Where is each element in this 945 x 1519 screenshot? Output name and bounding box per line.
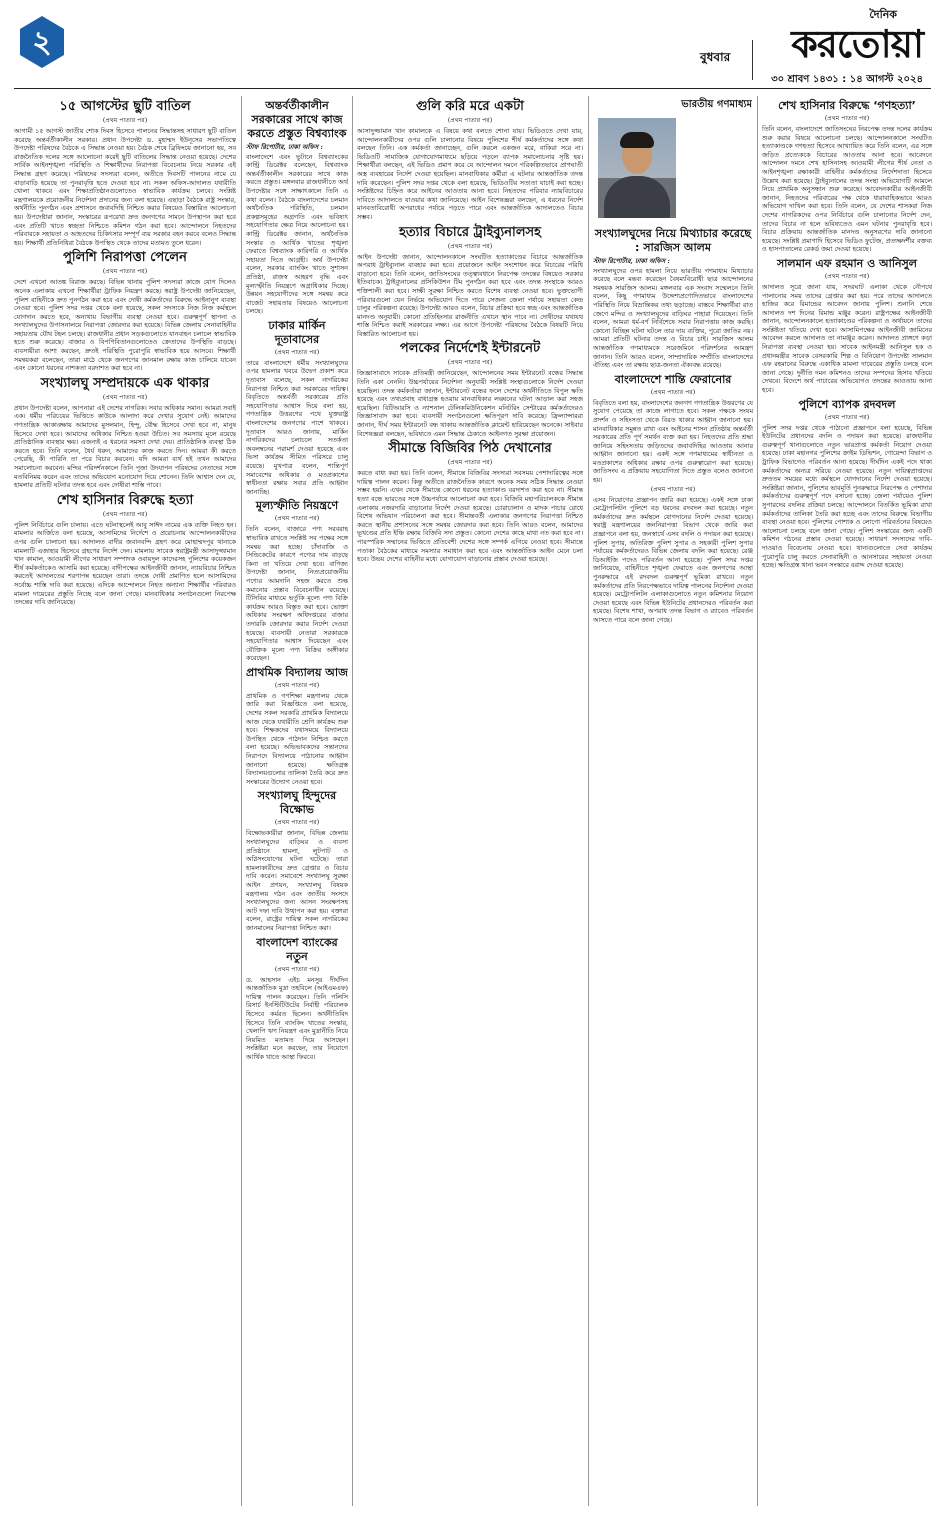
continuation-note: (প্রথম পাতার পর) (274, 965, 320, 973)
article-body: দেশে এখনো আতঙ্ক বিরাজ করছে। বিভিন্ন থানায় পুলিশ সদস্যরা কাজে যোগ দিলেও অনেক এলাকায় এখনো শিক্ষার্থীরা ট্রাফিক নিয়ন্ত্রণ করছে। স্বরাষ্ট্র উপদেষ্টা জানিয়েছেন, পুলিশ বাহিনীকে দ্রুত পুনর্গঠন করা হবে এবং দোষী কর্মকর্তাদের বিরুদ্ধে আইনানুগ ব্যবস্থা নেওয়া হবে। পুলিশ সদর দপ্তর থেকে বলা হয়েছে, সকল সদস্যকে নিজ নিজ কর্মস্থলে যোগদান করতে হবে, অন্যথায় বিভাগীয় ব্যবস্থা নেওয়া হবে। গুরুত্বপূর্ণ স্থাপনা ও সংখ্যালঘুদের উপাসনালয়ে নিরাপত্তা জোরদার করা হয়েছে। বিভিন্ন জেলায় সেনাবাহিনীর সহায়তায় যৌথ টহল চলছে। রাজধানীর প্রধান সড়কগুলোতে যানবাহন চলাচল স্বাভাবিক হতে শুরু করেছে। বাজার ও বিপণিবিতানগুলোতেও ক্রেতাদের উপস্থিতি বাড়ছে। ব্যবসায়ীরা আশা করছেন, দ্রুতই পরিস্থিতি পুরোপুরি স্বাভাবিক হয়ে আসবে। শিক্ষার্থী সমন্বয়করা বলেছেন, তারা মাঠে থেকে জনগণের জানমাল রক্ষায় কাজ চালিয়ে যাবেন এবং কোনো ধরনের নাশকতা বরদাশত করা হবে না। (14, 278, 236, 373)
article-body: তিনি বলেন, বাজারে পণ্য সরবরাহ স্বাভাবিক রাখতে সংশ্লিষ্ট সব পক্ষের সঙ্গে সমন্বয় করা হচ্ছে। চাঁদাবাজি ও সিন্ডিকেটের কারণে পণ্যের দাম বাড়ছে কিনা তা খতিয়ে দেখা হবে। বাণিজ্য উপদেষ্টা জানান, নিত্যপ্রয়োজনীয় পণ্যের আমদানি সহজ করতে শুল্ক কমানোর প্রস্তাব বিবেচনাধীন রয়েছে। টিসিবির মাধ্যমে ভর্তুকি মূল্যে পণ্য বিক্রি কার্যক্রম আরও বিস্তৃত করা হবে। ভোক্তা অধিকার সংরক্ষণ অধিদপ্তরের বাজার তদারকি জোরদার করার নির্দেশ দেওয়া হয়েছে। ব্যবসায়ী নেতারা সরকারকে সহযোগিতার আশ্বাস দিয়েছেন এবং যৌক্তিক মূল্যে পণ্য বিক্রির অঙ্গীকার করেছেন। (246, 525, 348, 663)
continuation-note: (প্রথম পাতার পর) (824, 272, 870, 280)
day-label: বুধবার (700, 50, 731, 64)
article-shot-dead (357, 99, 583, 222)
article-body: করতে বাধ্য করা হয়। তিনি বলেন, সীমান্তে বিজিবির সদস্যরা সবসময় পেশাদারিত্বের সঙ্গে দায়িত্ব পালন করেন। কিন্তু অতীতে রাজনৈতিক কারণে অনেক সময় সঠিক সিদ্ধান্ত নেওয়া সম্ভব হয়নি। এখন থেকে সীমান্তে কোনো ধরনের হত্যাকাণ্ড বরদাশত করা হবে না। সীমান্ত হত্যা বন্ধে ভারতের সঙ্গে উচ্চপর্যায়ে আলোচনা করা হবে। বিজিবি মহাপরিচালককে সীমান্ত এলাকায় নজরদারি বাড়ানোর নির্দেশ দেওয়া হয়েছে। চোরাচালান ও মাদক পাচার রোধে বিশেষ অভিযান পরিচালনা করা হবে। সীমান্তবর্তী এলাকার জনগণের নিরাপত্তা নিশ্চিত করতে স্থানীয় প্রশাসনের সঙ্গে সমন্বয় জোরদার করা হবে। তিনি আরও বলেন, আমাদের ভূখণ্ডের প্রতি ইঞ্চি রক্ষায় বিজিবি সদা প্রস্তুত। কোনো দেশের কাছে মাথা নত করা হবে না। পারস্পরিক সম্মানের ভিত্তিতে প্রতিবেশী দেশের সঙ্গে সম্পর্ক এগিয়ে নেওয়া হবে। সীমান্তে পতাকা বৈঠকের মাধ্যমে সমস্যার সমাধান করা হবে এবং আন্তর্জাতিক আইন মেনে চলা হবে। উভয় দেশের বাহিনীর মধ্যে যোগাযোগ বাড়ানোর প্রস্তাব দেওয়া হয়েছে। (357, 469, 583, 564)
continuation-note: (প্রথম পাতার পর) (824, 413, 870, 421)
article-internet (357, 341, 583, 438)
headline: সীমান্তে বিজিবির পিঠ দেখানোর (388, 441, 552, 457)
article-body: ড. আহসান এইচ মনসুর দীর্ঘদিন আন্তর্জাতিক মুদ্রা তহবিলে (আইএমএফ) দায়িত্ব পালন করেছেন। তিনি পলিসি রিসার্চ ইনস্টিটিউটের নির্বাহী পরিচালক হিসেবে কর্মরত ছিলেন। অর্থনীতিবিদ হিসেবে তিনি ব্যাংকিং খাতের সংস্কার, খেলাপি ঋণ নিয়ন্ত্রণ এবং মুদ্রানীতি নিয়ে নিয়মিত মতামত দিয়ে আসছেন। সংশ্লিষ্টরা মনে করছেন, তার নিয়োগে আর্থিক খাতে আস্থা ফিরবে। (246, 975, 348, 1061)
article-body: বিক্ষোভকারীরা জানান, বিভিন্ন জেলায় সংখ্যালঘুদের বাড়িঘর ও ব্যবসা প্রতিষ্ঠানে হামলা, লুটপাট ও অগ্নিসংযোগের ঘটনা ঘটেছে। তারা হামলাকারীদের দ্রুত গ্রেপ্তার ও বিচার দাবি করেন। সমাবেশে সংখ্যালঘু সুরক্ষা আইন প্রণয়ন, সংখ্যালঘু বিষয়ক মন্ত্রণালয় গঠন এবং জাতীয় সংসদে সংখ্যালঘুদের জন্য আসন সংরক্ষণসহ আট দফা দাবি উত্থাপন করা হয়। বক্তারা বলেন, রাষ্ট্রের দায়িত্ব সকল নাগরিকের জানমালের নিরাপত্তা নিশ্চিত করা। (246, 829, 348, 932)
column-4 (593, 224, 753, 1508)
page-number: ২ (32, 25, 52, 60)
continuation-note: (প্রথম পাতার পর) (447, 242, 493, 250)
masthead-small: দৈনিক (869, 8, 897, 21)
column-divider (352, 96, 353, 1506)
article-body: তারে বাংলাদেশে ধর্মীয় সংখ্যালঘুদের ওপর হামলার খবরে উদ্বেগ প্রকাশ করে দূতাবাস বলেছে, সকল নাগরিকের নিরাপত্তা নিশ্চিত করা সরকারের দায়িত্ব। বিবৃতিতে অন্তর্বর্তী সরকারের প্রতি সহযোগিতার আশ্বাস দিয়ে বলা হয়, গণতান্ত্রিক উত্তরণের পথে যুক্তরাষ্ট্র বাংলাদেশের জনগণের পাশে থাকবে। দূতাবাস আরও জানায়, মার্কিন নাগরিকদের চলাচলে সতর্কতা অবলম্বনের পরামর্শ দেওয়া হয়েছে এবং ভিসা কার্যক্রম সীমিত পরিসরে চালু রয়েছে। মুখপাত্র বলেন, শান্তিপূর্ণ সমাবেশের অধিকার ও মতপ্রকাশের স্বাধীনতা রক্ষায় সবার প্রতি আহ্বান জানাচ্ছি। (246, 358, 348, 496)
continuation-note: (প্রথম পাতার পর) (447, 117, 493, 124)
dateline: ৩০ শ্রাবণ ১৪৩১ : ১৪ আগস্ট ২০২৪ (771, 74, 923, 85)
continuation-note: (প্রথম পাতার পর) (274, 819, 320, 827)
continuation-note: (প্রথম পাতার পর) (447, 459, 493, 467)
continuation-note: (প্রথম পাতার পর) (102, 393, 148, 401)
headline: প্রাথমিক বিদ্যালয় আজ (246, 665, 348, 679)
headline: সালমান এফ রহমান ও আনিসুল (776, 256, 918, 270)
article-police-major (762, 398, 932, 570)
continuation-note: (প্রথম পাতার পর) (102, 510, 148, 518)
column-4-top (680, 96, 752, 220)
article-bangladesh-bank (246, 936, 348, 1062)
article-body: পুলিশ নির্বিচারে গুলি চালায়। এতে ঘটনাস্থলেই আবু সাঈদ নামের এক ব্যক্তি নিহত হন। মামলার আর্জিতে বলা হয়েছে, আসামিদের নির্দেশে ও প্ররোচনায় আন্দোলনকারীদের ওপর গুলি চালানো হয়। আদালত বাদীর জবানবন্দি গ্রহণ করে মোহাম্মদপুর থানাকে মামলাটি এজাহার হিসেবে গ্রহণের নির্দেশ দেন। মামলায় সাবেক স্বরাষ্ট্রমন্ত্রী আসাদুজ্জামান খান কামাল, আওয়ামী লীগের সাধারণ সম্পাদক ওবায়দুল কাদেরসহ পুলিশের কয়েকজন শীর্ষ কর্মকর্তাকেও আসামি করা হয়েছে। বাদীপক্ষের আইনজীবী জানান, ন্যায়বিচার নিশ্চিত করতেই আদালতের শরণাপন্ন হয়েছেন তারা। তদন্তে দোষী প্রমাণিত হলে আসামিদের সর্বোচ্চ শাস্তি দাবি করা হয়েছে। এদিকে আন্দোলনে নিহত অন্যান্য শিক্ষার্থীর পরিবারও মামলা দায়েরের প্রস্তুতি নিচ্ছে বলে জানা গেছে। মানবাধিকার সংগঠনগুলো নিরপেক্ষ তদন্তের দাবি জানিয়েছে। (14, 520, 236, 607)
continuation-note: (প্রথম পাতার পর) (650, 485, 696, 493)
headline: ১৫ আগস্টের ছুটি বাতিল (59, 99, 191, 114)
column-5 (762, 96, 932, 1508)
continuation-note: (প্রথম পাতার পর) (447, 359, 493, 367)
column-2 (246, 96, 348, 1508)
article-holiday (14, 99, 236, 247)
article-sarjis (593, 227, 753, 370)
column-1 (14, 96, 236, 1508)
article-body: পুলিশ সদর দপ্তর থেকে পাঠানো প্রজ্ঞাপনে বলা হয়েছে, বিভিন্ন ইউনিটের প্রধানদের বদলি ও পদায়ন করা হয়েছে। রাজধানীর গুরুত্বপূর্ণ থানাগুলোতে নতুন ভারপ্রাপ্ত কর্মকর্তা নিয়োগ দেওয়া হয়েছে। ঢাকা মহানগর পুলিশের ক্রাইম ডিভিশন, গোয়েন্দা বিভাগ ও ট্রাফিক বিভাগেও পরিবর্তন আনা হয়েছে। দীর্ঘদিন একই পদে থাকা কর্মকর্তাদের অন্যত্র সরিয়ে নেওয়া হয়েছে। নতুন দায়িত্বপ্রাপ্তদের দ্রুততম সময়ের মধ্যে কর্মস্থলে যোগদানের নির্দেশ দেওয়া হয়েছে। সংশ্লিষ্টরা জানান, পুলিশের ভাবমূর্তি পুনরুদ্ধারে নিরপেক্ষ ও পেশাদার কর্মকর্তাদের গুরুত্বপূর্ণ পদে বসানো হচ্ছে। জেলা পর্যায়েও পুলিশ সুপারদের বদলির প্রক্রিয়া চলছে। আন্দোলনে বিতর্কিত ভূমিকা রাখা কর্মকর্তাদের তালিকা তৈরি করা হচ্ছে এবং তাদের বিরুদ্ধে বিভাগীয় ব্যবস্থা নেওয়া হবে। পুলিশের পোশাক ও লোগো পরিবর্তনের বিষয়েও আলোচনা চলছে বলে জানা গেছে। পুলিশ সংস্কারের জন্য একটি কমিশন গঠনের প্রস্তাব দেওয়া হয়েছে। সাধারণ সদস্যদের দাবি-দাওয়াও বিবেচনায় নেওয়া হবে। থানাগুলোতে সেবা কার্যক্রম পুরোপুরি চালু করতে সেনাবাহিনী ও আনসারের সহায়তা নেওয়া হচ্ছে। ক্ষতিগ্রস্ত থানা ভবন সংস্কারে বরাদ্দ দেওয়া হয়েছে। (762, 423, 932, 570)
article-body: জিজ্ঞাসাবাদে সাবেক প্রতিমন্ত্রী জানিয়েছেন, আন্দোলনের সময় ইন্টারনেট বন্ধের সিদ্ধান্ত তিনি একা নেননি। উচ্চপর্যায়ের নির্দেশনা অনুযায়ী সংশ্লিষ্ট সংস্থাগুলোকে নির্দেশ দেওয়া হয়েছিল। তদন্ত কর্মকর্তারা জানান, ইন্টারনেট বন্ধের ফলে দেশের অর্থনীতিতে বিপুল ক্ষতি হয়েছে এবং তথ্যপ্রবাহ বাধাগ্রস্ত হওয়ায় মানবাধিকার লঙ্ঘনের ঘটনা আড়াল করা সহজ হয়েছিল। বিটিআরসি ও ন্যাশনাল টেলিকমিউনিকেশন মনিটরিং সেন্টারের কর্মকর্তাদেরও জিজ্ঞাসাবাদ করা হবে। ব্যবসায়ী সংগঠনগুলো ক্ষতিপূরণ দাবি করেছে। ফ্রিল্যান্সাররা জানান, দীর্ঘ সময় ইন্টারনেট বন্ধ থাকায় আন্তর্জাতিক ক্লায়েন্ট হারিয়েছেন অনেকে। সাইবার বিশেষজ্ঞরা বলছেন, ভবিষ্যতে এমন সিদ্ধান্ত ঠেকাতে আইনগত সুরক্ষা প্রয়োজন। (357, 369, 583, 438)
column-divider (588, 96, 589, 1506)
article-salman (762, 257, 932, 395)
headline: পলকের নির্দেশেই ইন্টারনেট (399, 341, 541, 357)
article-body: প্রাথমিক ও গণশিক্ষা মন্ত্রণালয় থেকে জারি করা বিজ্ঞপ্তিতে বলা হয়েছে, দেশের সকল সরকারি প্রাথমিক বিদ্যালয়ে আজ থেকে যথারীতি শ্রেণি কার্যক্রম শুরু হবে। শিক্ষকদের যথাসময়ে বিদ্যালয়ে উপস্থিত থেকে পাঠদান নিশ্চিত করতে বলা হয়েছে। অভিভাবকদের সন্তানদের নিরাপদে বিদ্যালয়ে পাঠানোর আহ্বান জানানো হয়েছে। ক্ষতিগ্রস্ত বিদ্যালয়গুলোর তালিকা তৈরি করে দ্রুত সংস্কারের উদ্যোগ নেওয়া হবে। (246, 691, 348, 786)
headline: সংখ্যালঘু সম্প্রদায়কে এক থাকার (40, 375, 210, 391)
headline: অন্তর্বর্তীকালীন সরকারের সাথে কাজ করতে প্রস্তুত বিশ্বব্যাংক (247, 99, 347, 140)
continuation-note: (প্রথম পাতার পর) (650, 388, 696, 396)
column-divider (241, 96, 242, 1506)
continuation-note: (প্রথম পাতার পর) (274, 348, 320, 356)
headline: ঢাকার মার্কিন দূতাবাসের (268, 318, 326, 346)
article-us-embassy (246, 319, 348, 497)
article-sheikh-murder (14, 493, 236, 607)
article-body: আসাদুজ্জামান খান কামালকে এ বিষয়ে কথা বলতে শোনা যায়। ভিডিওতে দেখা যায়, আন্দোলনকারীদের ওপর গুলি চালানোর বিষয়ে পুলিশের শীর্ষ কর্মকর্তাদের সঙ্গে কথা বলছেন তিনি। এক কর্মকর্তা জানাচ্ছেন, গুলি করলে একজন মরে, বাকিরা সরে না। ভিডিওটি সামাজিক যোগাযোগমাধ্যমে ছড়িয়ে পড়লে ব্যাপক সমালোচনার সৃষ্টি হয়। শিক্ষার্থীরা বলছেন, এই ভিডিও প্রমাণ করে যে আন্দোলন দমনে পরিকল্পিতভাবে প্রাণঘাতী অস্ত্র ব্যবহারের নির্দেশ দেওয়া হয়েছিল। মানবাধিকার কর্মীরা এ ঘটনার আন্তর্জাতিক তদন্ত দাবি করেছেন। পুলিশ সদর দপ্তর থেকে বলা হয়েছে, ভিডিওটির সত্যতা যাচাই করা হচ্ছে। সংশ্লিষ্টদের চিহ্নিত করে আইনের আওতায় আনা হবে। নিহতদের পরিবার ন্যায়বিচারের দাবিতে আদালতে যাওয়ার কথা জানিয়েছে। আইন বিশেষজ্ঞরা বলছেন, এ ধরনের নির্দেশ মানবতাবিরোধী অপরাধের পর্যায়ে পড়তে পারে এবং আন্তর্জাতিক আদালতেও বিচার সম্ভব। (357, 127, 583, 221)
headline: শেখ হাসিনার বিরুদ্ধে হত্যা (56, 492, 194, 508)
continuation-note: (প্রথম পাতার পর) (102, 117, 148, 124)
article-body: বাংলাদেশে এবং ভুটানে বিশ্বব্যাংকের কান্ট্রি ডিরেক্টর বলেছেন, বিশ্বব্যাংক অন্তর্বর্তীকালীন সরকারের সাথে কাজ করতে প্রস্তুত। মঙ্গলবার রাজধানীতে অর্থ উপদেষ্টার সঙ্গে সাক্ষাৎকালে তিনি এ কথা বলেন। বৈঠকে বাংলাদেশের চলমান অর্থনৈতিক পরিস্থিতি, চলমান প্রকল্পসমূহের অগ্রগতি এবং ভবিষ্যৎ সহযোগিতার ক্ষেত্র নিয়ে আলোচনা হয়। কান্ট্রি ডিরেক্টর জানান, অর্থনৈতিক সংস্কার ও আর্থিক খাতের শৃঙ্খলা ফেরাতে বিশ্বব্যাংক কারিগরি ও আর্থিক সহায়তা দিতে আগ্রহী। অর্থ উপদেষ্টা বলেন, সরকার ব্যাংকিং খাতে সুশাসন প্রতিষ্ঠা, রাজস্ব আহরণ বৃদ্ধি এবং মূল্যস্ফীতি নিয়ন্ত্রণে অগ্রাধিকার দিচ্ছে। উন্নয়ন সহযোগীদের সঙ্গে সমন্বয় করে বাজেট সহায়তার বিষয়েও আলোচনা চলছে। (246, 152, 348, 316)
article-body: সংখ্যালঘুদের ওপর হামলা নিয়ে ভারতীয় গণমাধ্যম মিথ্যাচার করেছে বলে মন্তব্য করেছেন বৈষম্যবিরোধী ছাত্র আন্দোলনের সমন্বয়ক সারজিস আলম। মঙ্গলবার এক সংবাদ সম্মেলনে তিনি বলেন, কিছু গণমাধ্যম উদ্দেশ্যপ্রণোদিতভাবে বাংলাদেশের পরিস্থিতি নিয়ে বিভ্রান্তিকর তথ্য ছড়াচ্ছে। বাস্তবে শিক্ষার্থীরা রাত জেগে মন্দির ও সংখ্যালঘুদের বাড়িঘর পাহারা দিয়েছেন। তিনি বলেন, আমরা ধর্ম-বর্ণ নির্বিশেষে সবার নিরাপত্তায় কাজ করছি। কোনো বিচ্ছিন্ন ঘটনা ঘটলে তার দায় ব্যক্তির, পুরো জাতির নয়। আমরা প্রতিটি ঘটনার তদন্ত ও বিচার চাই। সারজিস আলম আন্তর্জাতিক গণমাধ্যমকে সরেজমিনে পরিদর্শনের আমন্ত্রণ জানান। তিনি আরও বলেন, সাম্প্রদায়িক সম্প্রীতি বাংলাদেশের ঐতিহ্য এবং তা রক্ষায় ছাত্র-জনতা ঐক্যবদ্ধ রয়েছে। (593, 266, 753, 370)
article-body: প্রধান উপদেষ্টা বলেন, আপনারা এই দেশের নাগরিক। সবার অধিকার সমান। আমরা সবাই এক। ধর্মীয় পরিচয়ের ভিত্তিতে কাউকে আলাদা করে দেখার সুযোগ নেই। আমাদের গণতান্ত্রিক আকাঙ্ক্ষায় আমাদের মুসলমান, হিন্দু, বৌদ্ধ হিসেবে দেখা হবে না, মানুষ হিসেবে দেখা হবে। আমাদের অধিকার নিশ্চিত হওয়া উচিত। সব সমস্যার মূলে রয়েছে প্রাতিষ্ঠানিক ব্যবস্থার ক্ষয়। এজন্যই এ ধরনের সমস্যা দেখা দেয়। প্রাতিষ্ঠানিক ব্যবস্থা ঠিক করতে হবে। তিনি বলেন, ধৈর্য ধরুন, আমাদের কাজ করতে দিন। আমরা কী করতে পেরেছি, কী পারিনি তা পরে বিচার করবেন। যদি আমরা ব্যর্থ হই তখন আমাদের সমালোচনা করবেন। মন্দির পরিদর্শনকালে তিনি পূজা উদযাপন পরিষদের নেতাদের সঙ্গে মতবিনিময় করেন এবং তাদের অভিযোগ মনোযোগ দিয়ে শোনেন। তিনি আশ্বাস দেন যে, হামলার প্রতিটি ঘটনার তদন্ত হবে এবং দোষীরা শাস্তি পাবে। (14, 403, 236, 490)
byline: স্টাফ রিপোর্টার, ঢাকা অফিস : (593, 257, 670, 265)
masthead-title: করতোয়া (791, 22, 923, 66)
byline: স্টাফ রিপোর্টার, ঢাকা অফিস : (246, 143, 323, 151)
sarjis-photo (598, 118, 676, 218)
headline: গুলি করি মরে একটা (416, 99, 524, 114)
article-border (357, 441, 583, 564)
article-body: এসব নিয়োগের প্রজ্ঞাপন জারি করা হয়েছে। একই সঙ্গে ঢাকা মেট্রোপলিটন পুলিশে বড় ধরনের রদবদল করা হয়েছে। নতুন কর্মকর্তাদের দ্রুত কর্মস্থলে যোগদানের নির্দেশ দেওয়া হয়েছে। স্বরাষ্ট্র মন্ত্রণালয়ের জননিরাপত্তা বিভাগ থেকে জারি করা প্রজ্ঞাপনে বলা হয়, জনস্বার্থে এসব বদলি ও পদায়ন করা হয়েছে। পুলিশ সুপার, অতিরিক্ত পুলিশ সুপার ও সহকারী পুলিশ সুপার পর্যায়ের কর্মকর্তাদেরও বিভিন্ন জেলায় বদলি করা হয়েছে। রেঞ্জ ডিআইজি পদেও পরিবর্তন আনা হয়েছে। পুলিশ সদর দপ্তর জানিয়েছে, বাহিনীতে শৃঙ্খলা ফেরাতে এবং জনগণের আস্থা পুনরুদ্ধারে এই রদবদল গুরুত্বপূর্ণ ভূমিকা রাখবে। নতুন কর্মকর্তাদের প্রতি নিরপেক্ষভাবে দায়িত্ব পালনের নির্দেশনা দেওয়া হয়েছে। মেট্রোপলিটন এলাকাগুলোতে নতুন কমিশনার নিয়োগ দেওয়া হয়েছে এবং বিভিন্ন ইউনিটের প্রধানদেরও পরিবর্তন করা হয়েছে। বিশেষ শাখা, অপরাধ তদন্ত বিভাগ ও র‍্যাবেও পরিবর্তন আসতে পারে বলে জানা গেছে। (593, 495, 753, 624)
column-divider (757, 96, 758, 1506)
headline: মূল্যস্ফীতি নিয়ন্ত্রণে (255, 499, 339, 513)
header-rule (14, 88, 931, 89)
headline: পুলিশে ব্যাপক রদবদল (798, 397, 896, 411)
headline: সংখ্যালঘু হিন্দুদের বিক্ষোভ (257, 789, 337, 817)
headline: বাংলাদেশে শান্তি ফেরানোর (614, 372, 732, 386)
article-body: আদালত সূত্রে জানা যায়, সদরঘাট এলাকা থেকে নৌপথে পালানোর সময় তাদের গ্রেপ্তার করা হয়। পরে তাদের আদালতে হাজির করে রিমান্ডের আবেদন জানায় পুলিশ। শুনানি শেষে আদালত দশ দিনের রিমান্ড মঞ্জুর করেন। রাষ্ট্রপক্ষের আইনজীবী জানান, আন্দোলনকালে হত্যাকাণ্ডের পরিকল্পনা ও অর্থায়নে তাদের সংশ্লিষ্টতা খতিয়ে দেখা হবে। আসামিপক্ষের আইনজীবী জামিনের আবেদন করলে আদালত তা নামঞ্জুর করেন। আদালত প্রাঙ্গণে কড়া নিরাপত্তা ব্যবস্থা নেওয়া হয়। সাবেক আইনমন্ত্রী আনিসুল হক ও প্রধানমন্ত্রীর সাবেক বেসরকারি শিল্প ও বিনিয়োগ উপদেষ্টা সালমান এফ রহমানের বিরুদ্ধে একাধিক মামলা দায়েরের প্রস্তুতি চলছে বলে জানা গেছে। দুর্নীতি দমন কমিশনও তাদের সম্পদের হিসাব খতিয়ে দেখবে। বিদেশে অর্থ পাচারের অভিযোগও তদন্তের আওতায় আনা হবে। (762, 282, 932, 395)
article-inflation (246, 499, 348, 663)
article-police (14, 250, 236, 373)
continuation-note: (প্রথম পাতার পর) (102, 268, 148, 276)
continuation-note: (প্রথম পাতার পর) (824, 115, 870, 122)
headline: পুলিশি নিরাপত্তা পেলেন (63, 250, 187, 266)
article-primary-school (246, 666, 348, 787)
article-minority (14, 376, 236, 490)
article-peace (593, 373, 753, 485)
headline: বাংলাদেশ ব্যাংকের নতুন (256, 935, 338, 963)
column-3 (357, 96, 583, 1508)
headline: হত্যার বিচারে ট্রাইব্যুনালসহ (399, 224, 541, 240)
headline: ভারতীয় গণমাধ্যম (681, 99, 752, 110)
article-body: আগামী ১৫ আগস্ট জাতীয় শোক দিবস হিসেবে পালনের সিদ্ধান্তসহ সাধারণ ছুটি বাতিল করেছে অন্তর্বর্তীকালীন সরকার। প্রধান উপদেষ্টা ড. মুহাম্মদ ইউনূসের সভাপতিত্বে উপদেষ্টা পরিষদের বৈঠকে এ সিদ্ধান্ত নেওয়া হয়। বৈঠক শেষে ব্রিফিংয়ে জানানো হয়, সব রাজনৈতিক দলের সঙ্গে আলোচনা করেই ছুটি বাতিলের সিদ্ধান্ত নেওয়া হয়েছে। দেশের সার্বিক আইনশৃঙ্খলা পরিস্থিতি ও শিক্ষার্থীদের নিরাপত্তা বিবেচনায় নিয়ে সরকার এই সিদ্ধান্ত গ্রহণ করেছে। পরিষদের সদস্যরা বলেন, অতীতে দিবসটি পালনের নামে যে বাড়াবাড়ি হয়েছে তা পুনরাবৃত্তি হতে দেওয়া হবে না। সকল অফিস-আদালত যথারীতি খোলা থাকবে এবং শিক্ষাপ্রতিষ্ঠানগুলোতেও স্বাভাবিক কার্যক্রম চলবে। সংশ্লিষ্ট মন্ত্রণালয়কে প্রয়োজনীয় নির্দেশনা প্রদানের জন্য বলা হয়েছে। এছাড়া বৈঠকে রাষ্ট্র সংস্কার, অর্থনীতি পুনর্গঠন এবং প্রশাসনে জবাবদিহি নিশ্চিত করার বিষয়েও বিস্তারিত আলোচনা হয়। উপদেষ্টারা জানান, সংস্কারের রূপরেখা দ্রুত জনগণের সামনে উপস্থাপন করা হবে এবং প্রতিটি খাতে স্বচ্ছতা নিশ্চিতে কমিশন গঠন করা হবে। আন্দোলনে নিহতদের পরিবারকে সহায়তা ও আহতদের চিকিৎসার সম্পূর্ণ ব্যয় সরকার বহন করবে বলেও সিদ্ধান্ত হয়। শিক্ষার্থী প্রতিনিধিরা বৈঠকে উপস্থিত থেকে তাদের মতামত তুলে ধরেন। (14, 127, 236, 247)
article-body: আইন উপদেষ্টা জানান, আন্দোলনকালে সংঘটিত হত্যাকাণ্ডের বিচারে আন্তর্জাতিক অপরাধ ট্রাইব্যুনাল ব্যবহার করা হবে। প্রয়োজনে আইন সংশোধন করে বিচারের পরিধি বাড়ানো হবে। তিনি বলেন, জাতিসংঘের তত্ত্বাবধানে নিরপেক্ষ তদন্তের বিষয়েও সরকার ইতিবাচক। ট্রাইব্যুনালের প্রসিকিউশন টিম পুনর্গঠন করা হবে এবং তদন্ত সংস্থাকে আরও শক্তিশালী করা হবে। সাক্ষী সুরক্ষা নিশ্চিত করতে বিশেষ ব্যবস্থা নেওয়া হবে। ভুক্তভোগী পরিবারগুলো যেন নির্ভয়ে অভিযোগ দিতে পারে সেজন্য জেলা পর্যায়ে সহায়তা কেন্দ্র চালুর পরিকল্পনা রয়েছে। উপদেষ্টা আরও বলেন, বিচার প্রক্রিয়া হবে স্বচ্ছ এবং আন্তর্জাতিক মানদণ্ড অনুযায়ী। কোনো প্রতিহিংসার রাজনীতি এখানে স্থান পাবে না। দোষীদের যথাযথ শাস্তি নিশ্চিত করাই সরকারের লক্ষ্য। এর আগে উপদেষ্টা পরিষদের বৈঠকে বিষয়টি নিয়ে বিস্তারিত আলোচনা হয়। (357, 252, 583, 338)
article-police-reshuffle (593, 486, 753, 625)
headline: সংখ্যালঘুদের নিয়ে মিথ্যাচার করেছে : সারজিস আলম (594, 227, 752, 254)
headline: শেখ হাসিনার বিরুদ্ধে ‘গণহত্যা’ (778, 99, 916, 112)
continuation-note: (প্রথম পাতার পর) (274, 681, 320, 689)
article-body: তিনি বলেন, বাংলাদেশে জাতিসংঘের নিরপেক্ষ তদন্ত দলের কার্যক্রম শুরু করার বিষয়ে আলোচনা চলছে। আন্দোলনকালে সংঘটিত হত্যাকাণ্ডকে গণহত্যা হিসেবে আখ্যায়িত করে তিনি বলেন, এর সঙ্গে জড়িত প্রত্যেককে বিচারের আওতায় আনা হবে। আবেদনে আন্দোলন দমনে শেখ হাসিনাসহ আওয়ামী লীগের শীর্ষ নেতা ও আইনশৃঙ্খলা রক্ষাকারী বাহিনীর কর্মকর্তাদের নির্দেশদাতা হিসেবে উল্লেখ করা হয়েছে। ট্রাইব্যুনালের তদন্ত সংস্থা অভিযোগটি আমলে নিয়ে প্রাথমিক অনুসন্ধান শুরু করেছে। আবেদনকারীর আইনজীবী জানান, নিহতদের পরিবারের পক্ষ থেকে ধারাবাহিকভাবে আরও অভিযোগ দাখিল করা হবে। তিনি বলেন, যে দেশের শাসকরা নিজ দেশের নাগরিকদের ওপর নির্বিচারে গুলি চালানোর নির্দেশ দেন, তাদের বিচার না হলে ভবিষ্যতেও এমন ঘটনার পুনরাবৃত্তি হবে। বিচার প্রক্রিয়ায় আন্তর্জাতিক মানদণ্ড অনুসরণের দাবি জানানো হয়েছে। সংশ্লিষ্ট প্রমাণাদি হিসেবে ভিডিও ফুটেজ, প্রত্যক্ষদর্শীর বক্তব্য ও হাসপাতালের রেকর্ড জমা দেওয়া হয়েছে। (762, 125, 932, 254)
continuation-note: (প্রথম পাতার পর) (274, 515, 320, 523)
article-interim (246, 99, 348, 316)
page-number-badge (14, 14, 70, 70)
article-minority-hindu (246, 789, 348, 932)
article-genocide (762, 99, 932, 254)
article-tribunal (357, 225, 583, 339)
masthead (743, 8, 923, 72)
article-body: বিবৃতিতে বলা হয়, বাংলাদেশের জনগণ গণতান্ত্রিক উত্তরণের যে সুযোগ পেয়েছে তা কাজে লাগাতে হবে। সকল পক্ষকে সংযম প্রদর্শন ও সহিংসতা থেকে বিরত থাকার আহ্বান জানানো হয়। মানবাধিকার সমুন্নত রাখা এবং আইনের শাসন প্রতিষ্ঠায় অন্তর্বর্তী সরকারের প্রতি পূর্ণ সমর্থন ব্যক্ত করা হয়। নিহতদের প্রতি শ্রদ্ধা জানিয়ে সহিংসতায় জড়িতদের জবাবদিহির আওতায় আনার আহ্বান জানানো হয়। একই সঙ্গে গণমাধ্যমের স্বাধীনতা ও মতপ্রকাশের অধিকার রক্ষার ওপর গুরুত্বারোপ করা হয়েছে। জাতিসংঘ এ প্রক্রিয়ায় সহযোগিতা দিতে প্রস্তুত বলেও জানানো হয়। (593, 398, 753, 485)
